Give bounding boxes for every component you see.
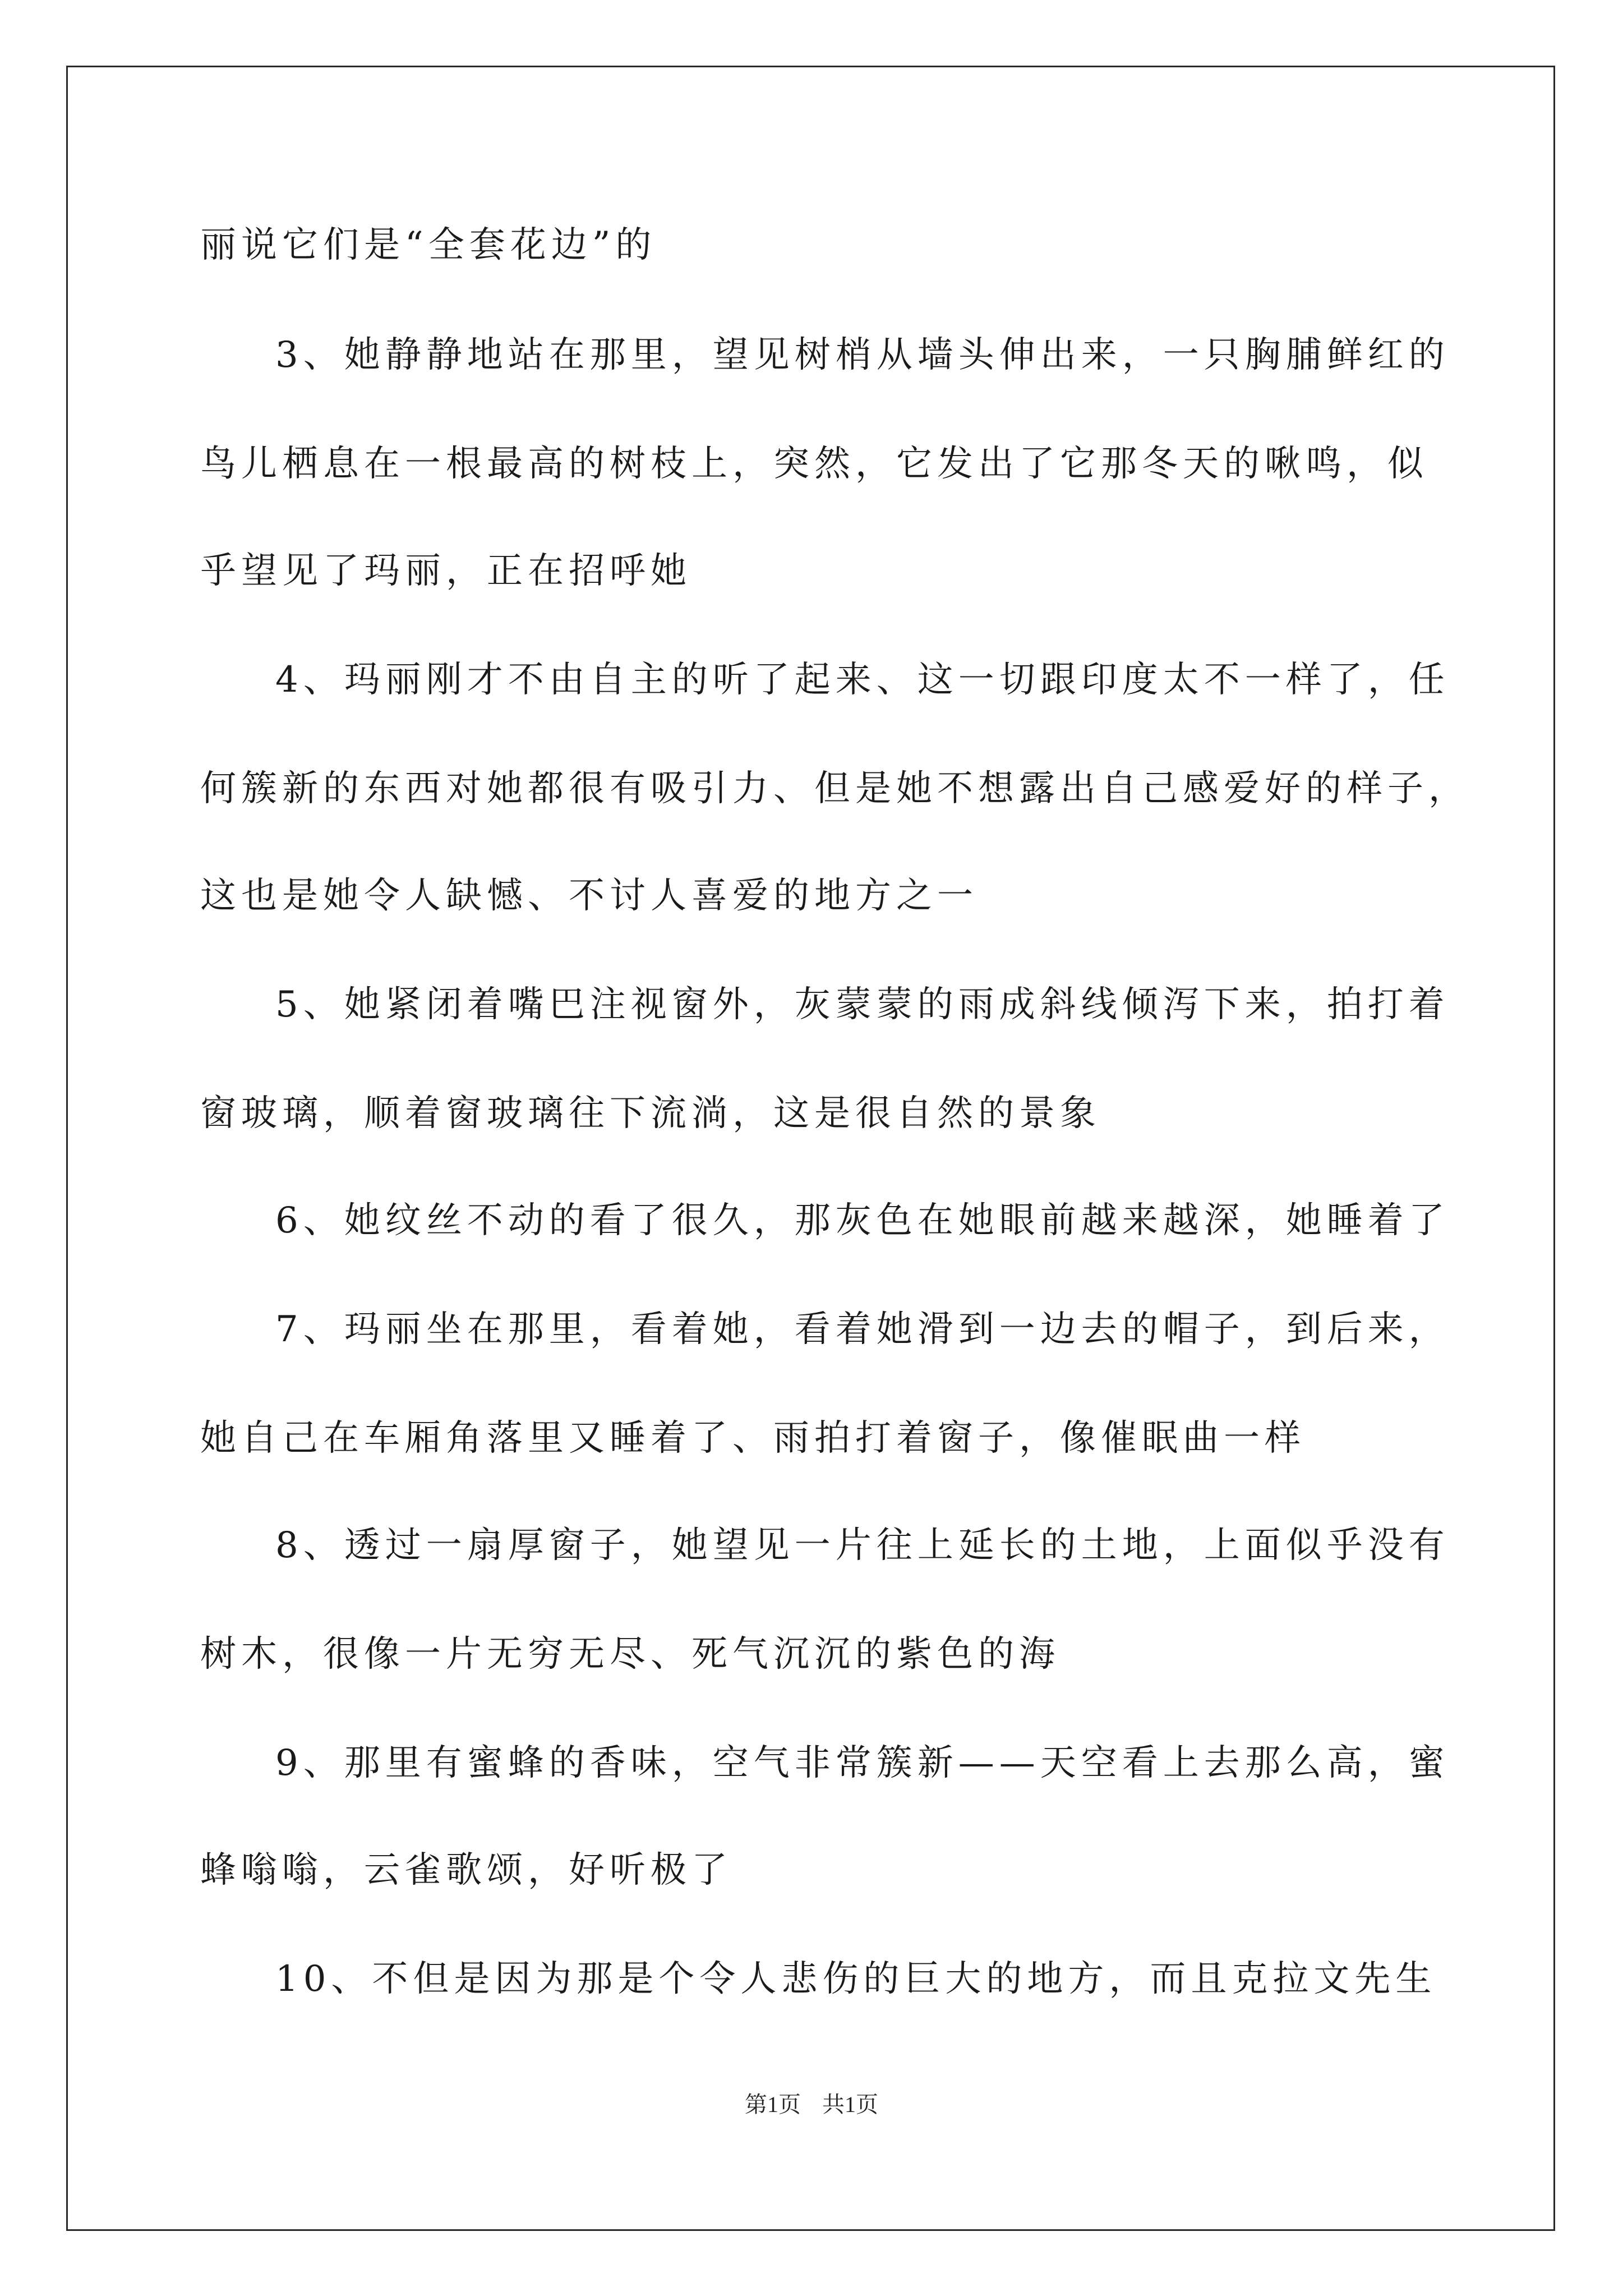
page-number: 第1页 [745, 2092, 801, 2117]
page-total: 共1页 [822, 2092, 878, 2117]
text-line: 蜂嗡嗡，云雀歌颂，好听极了 [200, 1849, 732, 1891]
text-line: 丽说它们是“全套花边”的 [200, 224, 657, 266]
text-line: 窗玻璃，顺着窗玻璃往下流淌，这是很自然的景象 [200, 1093, 1101, 1134]
page-border [66, 66, 1555, 2231]
text-line: 何簇新的东西对她都很有吸引力、但是她不想露出自己感爱好的样子， [200, 768, 1469, 809]
text-line: 7、玛丽坐在那里，看着她，看着她滑到一边去的帽子，到后来， [275, 1309, 1450, 1350]
text-line: 3、她静静地站在那里，望见树梢从墙头伸出来，一只胸脯鲜红的 [275, 334, 1450, 376]
text-line: 树木，很像一片无穷无尽、死气沉沉的紫色的海 [200, 1634, 1060, 1675]
text-line: 8、透过一扇厚窗子，她望见一片往上延长的土地，上面似乎没有 [275, 1525, 1450, 1566]
text-line: 4、玛丽刚才不由自主的听了起来、这一切跟印度太不一样了，任 [275, 659, 1450, 701]
text-line: 5、她紧闭着嘴巴注视窗外，灰蒙蒙的雨成斜线倾泻下来，拍打着 [275, 984, 1450, 1025]
text-line: 9、那里有蜜蜂的香味，空气非常簇新——天空看上去那么高，蜜 [275, 1742, 1450, 1784]
text-line: 乎望见了玛丽，正在招呼她 [200, 550, 691, 592]
text-line: 鸟儿栖息在一根最高的树枝上，突然，它发出了它那冬天的啾鸣，似 [200, 443, 1428, 485]
text-line: 10、不但是因为那是个令人悲伤的巨大的地方，而且克拉文先生 [275, 1958, 1437, 2000]
page-footer [0, 2093, 1623, 2116]
text-line: 这也是她令人缺憾、不讨人喜爱的地方之一 [200, 875, 978, 917]
text-line: 6、她纹丝不动的看了很久，那灰色在她眼前越来越深，她睡着了 [275, 1200, 1450, 1241]
text-line: 她自己在车厢角落里又睡着了、雨拍打着窗子，像催眠曲一样 [200, 1418, 1306, 1459]
